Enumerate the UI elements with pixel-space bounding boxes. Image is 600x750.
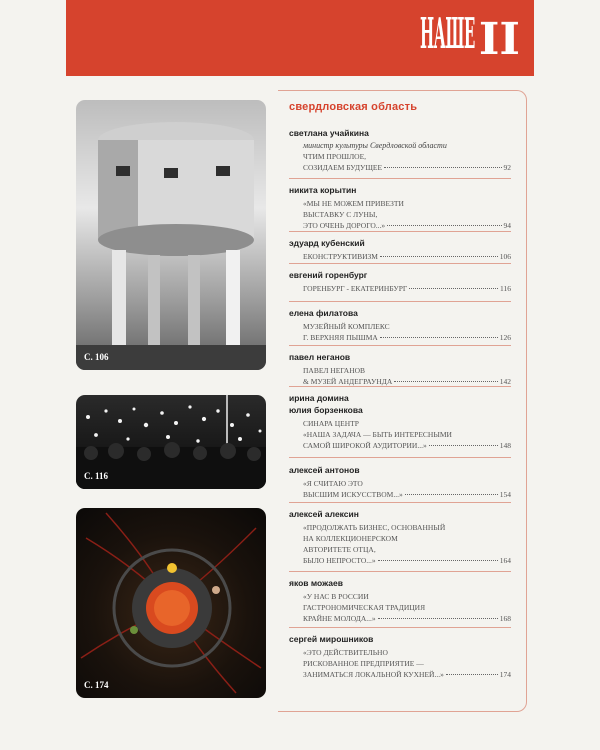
- photo-water-tower: [76, 100, 266, 370]
- entry-title-line: [289, 251, 511, 262]
- entry-author: яков можаев: [289, 578, 343, 588]
- entry-divider: [289, 627, 511, 628]
- entry-title-line: [289, 162, 511, 173]
- entry-title-text: САМОЙ ШИРОКОЙ АУДИТОРИИ...»: [303, 441, 427, 450]
- entry-divider: [289, 457, 511, 458]
- entry-author: сергей мирошников: [289, 634, 374, 644]
- entry-author: никита корытин: [289, 185, 357, 195]
- entry-divider: [289, 301, 511, 302]
- entry-author: юлия борзенкова: [289, 405, 363, 415]
- dot-leader: [394, 381, 497, 382]
- water-tower-illustration: [76, 100, 266, 370]
- entry-title-line: «У НАС В РОССИИ: [303, 592, 369, 601]
- entry-title-line: СИНАРА ЦЕНТР: [303, 419, 359, 428]
- entry-title-line: [289, 489, 511, 500]
- entry-title-line: ВЫСТАВКУ С ЛУНЫ,: [303, 210, 378, 219]
- entry-title-text: ЗАНИМАТЬСЯ ЛОКАЛЬНОЙ КУХНЕЙ...»: [303, 670, 444, 679]
- dot-leader: [409, 288, 498, 289]
- entry-title-line: МУЗЕЙНЫЙ КОМПЛЕКС: [303, 322, 390, 331]
- dot-leader: [380, 256, 498, 257]
- page-number: 148: [499, 441, 511, 450]
- header-band: [66, 0, 534, 76]
- page-number: 126: [499, 333, 511, 342]
- toc-entry[interactable]: [289, 238, 511, 262]
- toc-entry[interactable]: [289, 393, 511, 451]
- entry-title-line: [289, 332, 511, 343]
- entry-divider: [289, 178, 511, 179]
- entry-author: елена филатова: [289, 308, 358, 318]
- entry-title-line: ГАСТРОНОМИЧЕСКАЯ ТРАДИЦИЯ: [303, 603, 426, 612]
- entry-title-line: [289, 376, 511, 387]
- entry-title-text: Г. ВЕРХНЯЯ ПЫШМА: [303, 333, 378, 342]
- entry-author: эдуард кубенский: [289, 238, 365, 248]
- entry-title-line: «МЫ НЕ МОЖЕМ ПРИВЕЗТИ: [303, 199, 404, 208]
- entry-author: евгений горенбург: [289, 270, 368, 280]
- page-number: 94: [503, 221, 511, 230]
- entry-title-line: АВТОРИТЕТЕ ОТЦА,: [303, 545, 376, 554]
- entry-author: алексей антонов: [289, 465, 360, 475]
- entry-title-text: ГОРЕНБУРГ - ЕКАТЕРИНБУРГ: [303, 284, 408, 293]
- entry-author: светлана учайкина: [289, 128, 369, 138]
- entry-divider: [289, 231, 511, 232]
- entry-title-text: ЭТО ОЧЕНЬ ДОРОГО...»: [303, 221, 386, 230]
- toc-entry[interactable]: [289, 128, 511, 173]
- dot-leader: [387, 225, 501, 226]
- toc-entry[interactable]: [289, 308, 511, 343]
- toc-entry[interactable]: [289, 578, 511, 624]
- dot-leader: [378, 618, 498, 619]
- entry-title-line: РИСКОВАННОЕ ПРЕДПРИЯТИЕ —: [303, 659, 424, 668]
- page-number: 154: [499, 490, 511, 499]
- entry-title-line: [289, 220, 511, 231]
- entry-divider: [289, 263, 511, 264]
- toc-entry[interactable]: [289, 185, 511, 231]
- section-title: свердловская область: [289, 101, 418, 113]
- entry-author: алексей алексин: [289, 509, 359, 519]
- page-number: 174: [499, 670, 511, 679]
- entry-title-line: [289, 669, 511, 680]
- page-number: 92: [503, 163, 511, 172]
- entry-title-line: ПАВЕЛ НЕГАНОВ: [303, 366, 366, 375]
- entry-title-line: «ЭТО ДЕЙСТВИТЕЛЬНО: [303, 648, 388, 657]
- entry-divider: [289, 502, 511, 503]
- dot-leader: [446, 674, 498, 675]
- page-number: 142: [499, 377, 511, 386]
- toc-entry[interactable]: [289, 352, 511, 387]
- entry-title-line: ЧТИМ ПРОШЛОЕ,: [303, 152, 367, 161]
- page-number: 168: [499, 614, 511, 623]
- toc-entry[interactable]: [289, 270, 511, 294]
- entry-title-text: ЕКОНСТРУКТИВИЗМ: [303, 252, 378, 261]
- entry-divider: [289, 571, 511, 572]
- entry-title-line: [289, 440, 511, 451]
- page-number: 116: [500, 284, 511, 293]
- page-number: 164: [499, 556, 511, 565]
- photo-caption: С. 174: [84, 680, 109, 690]
- entry-title-text: СОЗИДАЕМ БУДУЩЕЕ: [303, 163, 383, 172]
- logo-word: НАШЕ: [419, 8, 475, 60]
- photo-concert-crowd: [76, 395, 266, 489]
- photo-caption: С. 106: [84, 352, 109, 362]
- entry-title-text: & МУЗЕЙ АНДЕГРАУНДА: [303, 377, 393, 386]
- photo-plated-dish: [76, 508, 266, 698]
- toc-entry[interactable]: [289, 509, 511, 566]
- entry-author: ирина домина: [289, 393, 349, 403]
- entry-title-line: [289, 613, 511, 624]
- entry-title-line: «Я СЧИТАЮ ЭТО: [303, 479, 363, 488]
- entry-title-text: БЫЛО НЕПРОСТО...»: [303, 556, 376, 565]
- entry-title-text: ВЫСШИМ ИСКУССТВОМ...»: [303, 490, 403, 499]
- entry-title-line: [289, 555, 511, 566]
- dot-leader: [429, 445, 498, 446]
- photo-caption: С. 116: [84, 471, 109, 481]
- magazine-logo: [419, 8, 520, 65]
- entry-title-text: КРАЙНЕ МОЛОДА...»: [303, 614, 376, 623]
- toc-entry[interactable]: [289, 465, 511, 500]
- plated-dish-illustration: [76, 508, 266, 698]
- page-number: 106: [499, 252, 511, 261]
- dot-leader: [405, 494, 498, 495]
- entry-role: министр культуры Свердловской области: [303, 141, 447, 150]
- entry-title-line: [289, 283, 511, 294]
- entry-title-line: «НАША ЗАДАЧА — БЫТЬ ИНТЕРЕСНЫМИ: [303, 430, 452, 439]
- entry-title-line: НА КОЛЛЕКЦИОНЕРСКОМ: [303, 534, 398, 543]
- toc-entry[interactable]: [289, 634, 511, 680]
- dot-leader: [380, 337, 498, 338]
- entry-divider: [289, 345, 511, 346]
- dot-leader: [378, 560, 498, 561]
- dot-leader: [384, 167, 501, 168]
- entry-author: павел неганов: [289, 352, 351, 362]
- logo-roman-numeral: II: [478, 14, 520, 65]
- entry-title-line: «ПРОДОЛЖАТЬ БИЗНЕС, ОСНОВАННЫЙ: [303, 523, 446, 532]
